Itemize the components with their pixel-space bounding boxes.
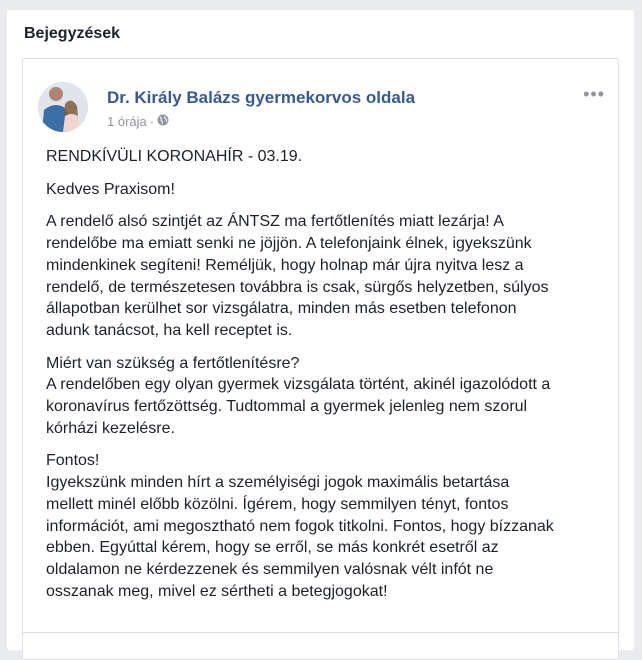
- post-paragraph: [46, 146, 554, 168]
- post-paragraph: [46, 450, 554, 602]
- post-text-line: oldalamon ne kérdezzenek és semmilyen valósnak vélt infót ne: [46, 560, 494, 578]
- post-text-line: mellett minél előbb közölni. Ígérem, hogy semmilyen tényt, fontos: [46, 495, 509, 513]
- post-text-line: Miért van szükség a fertőtlenítésre?: [46, 354, 300, 372]
- post-text-line: információt, ami megosztható nem fogok titkolni. Fontos, hogy bízzanak: [46, 517, 554, 535]
- post-text-line: adunk tanácsot, ha kell receptet is.: [46, 321, 293, 339]
- globe-icon[interactable]: [157, 114, 169, 129]
- section-title: Bejegyzések: [24, 25, 121, 42]
- post-paragraph: [46, 211, 554, 341]
- post-paragraph: [46, 179, 554, 201]
- post-text-line: rendelőbe ma emiatt senki ne jöjjön. A telefonjaink élnek, igyekszünk: [46, 235, 532, 253]
- author-avatar[interactable]: [38, 82, 88, 132]
- post-text-line: állapotban kerülhet sor vizsgálatra, minden más esetben telefonon: [46, 300, 517, 318]
- post-body: [46, 146, 554, 613]
- post-text-line: osszanak meg, mivel ez sértheti a betegjogokat!: [46, 582, 388, 600]
- author-name-link[interactable]: Dr. Király Balázs gyermekorvos oldala: [107, 88, 416, 107]
- post-text-line: RENDKÍVÜLI KORONAHÍR - 03.19.: [46, 148, 303, 165]
- post-text-line: Igyekszünk minden hírt a személyiségi jogok maximális betartása: [46, 474, 510, 492]
- post-card: [22, 58, 619, 660]
- post-text-line: Fontos!: [46, 452, 100, 470]
- post-text-line: mindenkinek segíteni! Reméljük, hogy holnap már újra nyitva lesz a: [46, 256, 524, 274]
- post-text-line: koronavírus fertőzöttség. Tudtommal a gyermek jelenleg nem szorul: [46, 398, 528, 416]
- more-options-icon[interactable]: •••: [583, 84, 605, 104]
- post-paragraph: [46, 353, 554, 440]
- meta-separator: ·: [149, 114, 155, 129]
- post-text-line: ebben. Egyúttal kérem, hogy se erről, se más konkrét esetről az: [46, 539, 499, 557]
- post-text-line: A rendelőben egy olyan gyermek vizsgálata történt, akinél igazolódott a: [46, 376, 551, 394]
- post-text-line: Kedves Praxisom!: [46, 180, 175, 198]
- posts-section: [7, 10, 634, 650]
- post-text-line: kórházi kezelésre.: [46, 419, 175, 437]
- post-time[interactable]: 1 órája: [107, 114, 147, 129]
- post-meta: [107, 114, 169, 129]
- divider: [23, 632, 618, 633]
- post-text-line: rendelő, de természetesen továbbra is csak, sürgős helyzetben, súlyos: [46, 278, 549, 296]
- post-text-line: A rendelő alsó szintjét az ÁNTSZ ma fertőtlenítés miatt lezárja! A: [46, 213, 504, 231]
